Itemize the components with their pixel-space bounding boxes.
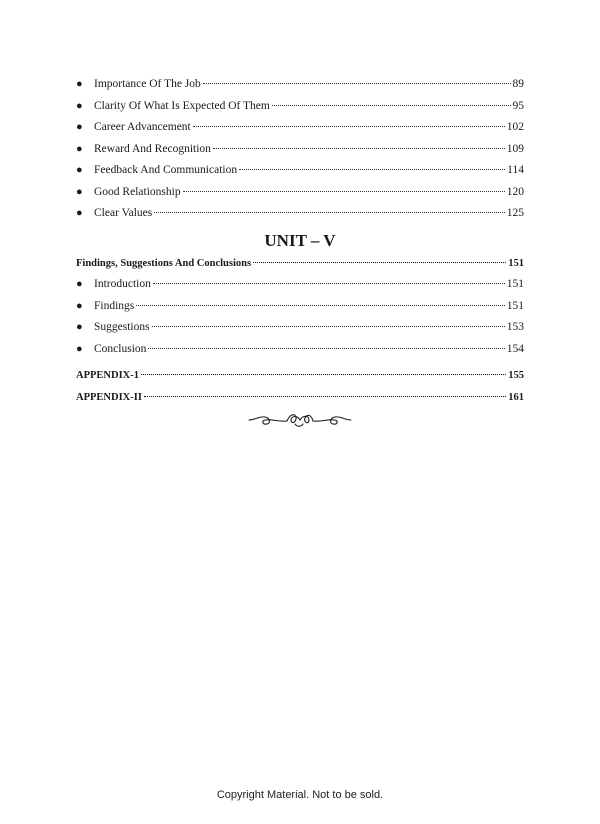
bullet-icon: ● [76, 185, 83, 198]
toc-entry-label: APPENDIX-1 [76, 370, 139, 381]
bullet-icon: ● [76, 121, 83, 133]
toc-entry-feedback-and-communication[interactable] [76, 160, 524, 182]
toc-entry-appendix-2[interactable] [76, 387, 524, 409]
toc-entry-page: 151 [506, 299, 524, 312]
dot-leader [272, 105, 511, 106]
toc-entry-page: 89 [512, 78, 524, 90]
toc-entry-page: 125 [506, 207, 524, 219]
dot-leader [148, 348, 504, 349]
toc-entry-label: Findings, Suggestions And Conclusions [76, 257, 252, 269]
toc-entry-page: 155 [508, 370, 524, 381]
dot-leader [213, 148, 505, 149]
toc-entry-label: Feedback And Communication [94, 164, 238, 176]
toc-entry-label: Introduction [94, 278, 151, 290]
dot-leader [141, 374, 506, 375]
unit-heading: UNIT – V [264, 230, 336, 250]
bullet-icon: ● [76, 99, 83, 112]
bullet-icon: ● [76, 321, 83, 333]
toc-entry-clarity[interactable] [76, 96, 524, 118]
bullet-icon: ● [76, 207, 83, 219]
toc-entry-page: 114 [507, 164, 524, 176]
toc-entry-unit-title[interactable] [76, 253, 524, 275]
toc-entry-label: Reward And Recognition [94, 142, 211, 155]
dot-leader [183, 191, 505, 192]
toc-entry-label: Career Advancement [94, 121, 191, 133]
toc-entry-page: 109 [506, 142, 524, 155]
bullet-icon: ● [76, 278, 83, 290]
toc-entry-page: 120 [506, 185, 524, 198]
bullet-icon: ● [76, 78, 83, 90]
dot-leader [253, 262, 506, 263]
dot-leader [154, 212, 505, 213]
toc-entry-label: APPENDIX-II [76, 391, 142, 403]
toc-entry-reward-and-recognition[interactable] [76, 139, 524, 161]
toc-entry-label: Conclusion [94, 342, 147, 355]
toc-entry-good-relationship[interactable] [76, 182, 524, 204]
toc-entry-clear-values[interactable] [76, 203, 524, 225]
dot-leader [136, 305, 504, 306]
dot-leader [193, 126, 505, 127]
bullet-icon: ● [76, 142, 83, 155]
toc-entry-appendix-1[interactable] [76, 365, 524, 387]
toc-entry-page: 151 [506, 278, 524, 290]
toc-entry-label: Findings [94, 299, 135, 312]
toc-entry-label: Clarity Of What Is Expected Of Them [94, 99, 270, 112]
bullet-icon: ● [76, 342, 83, 355]
toc-entry-page: 161 [508, 391, 524, 403]
dot-leader [239, 169, 505, 170]
toc-entry-label: Suggestions [94, 321, 150, 333]
dot-leader [203, 83, 511, 84]
copyright-footer: Copyright Material. Not to be sold. [216, 789, 384, 801]
toc-entry-career-advancement[interactable] [76, 117, 524, 139]
toc-entry-conclusion[interactable] [76, 339, 524, 361]
dot-leader [153, 283, 505, 284]
toc-entry-findings[interactable] [76, 296, 524, 318]
toc-entry-label: Good Relationship [94, 185, 181, 198]
table-of-contents [76, 74, 524, 408]
toc-entry-introduction[interactable] [76, 274, 524, 296]
toc-entry-page: 154 [506, 342, 524, 355]
toc-entry-page: 151 [508, 257, 524, 269]
dot-leader [144, 396, 506, 397]
toc-entry-page: 102 [506, 121, 524, 133]
toc-entry-page: 153 [506, 321, 524, 333]
toc-entry-label: Importance Of The Job [94, 78, 201, 90]
toc-entry-suggestions[interactable] [76, 317, 524, 339]
flourish-divider-icon [245, 408, 355, 432]
toc-entry-label: Clear Values [94, 207, 153, 219]
bullet-icon: ● [76, 164, 83, 176]
toc-entry-importance-of-the-job[interactable] [76, 74, 524, 96]
bullet-icon: ● [76, 299, 83, 312]
dot-leader [152, 326, 505, 327]
toc-entry-page: 95 [512, 99, 524, 112]
